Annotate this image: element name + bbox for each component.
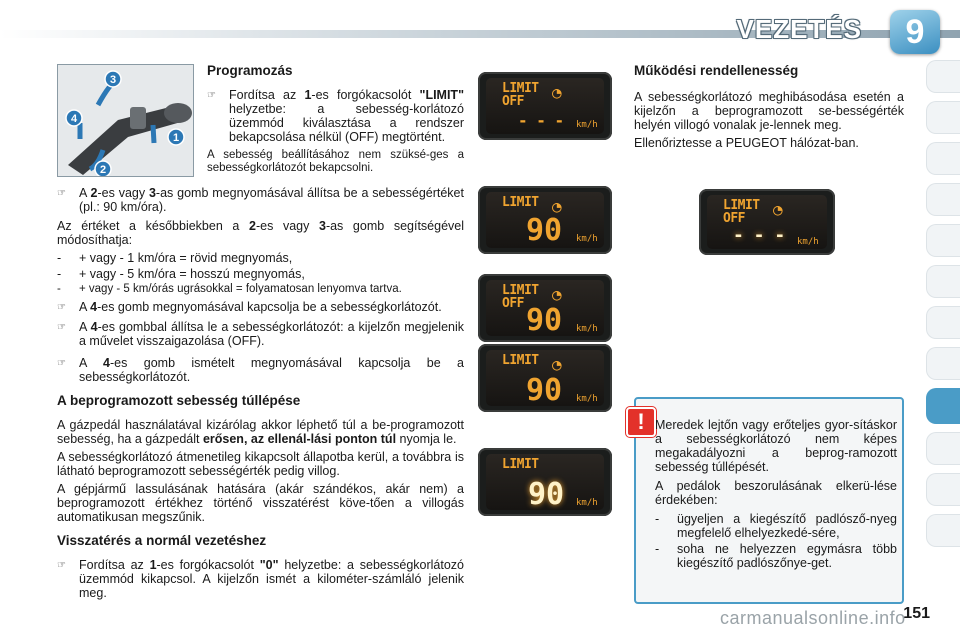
pointer-icon: ☞ [57,302,66,313]
bullet-item [57,356,464,384]
paragraph: A gázpedál használatával kizárólag akkor léphető túl a be-programozott sebesség, ha a gázpedált erősen, az ellenál-lási ponton túl nyomja le. [57,418,464,446]
dash-item: - + vagy - 1 km/óra = rövid megnyomás, [57,251,293,265]
chapter-tab[interactable] [926,60,960,93]
bullet-text: Fordítsa az 1-es forgókacsolót "0" helyzetbe: a sebességkorlátozó üzemmód kikapcsol. A kijelzőn ismét a kilométer-számláló jelenik meg. [79,558,464,600]
display-off-label: OFF [502,94,524,109]
fault-title: Működési rendellenesség [634,63,799,78]
chapter-tabs [926,60,960,630]
paragraph: Ellenőriztesse a PEUGEOT hálózat-ban. [634,136,859,150]
gauge-icon: ◔ [552,285,562,304]
chapter-tab[interactable] [926,473,960,506]
dash-item: - soha ne helyezzen egymásra több kiegészítő padlószőnye-get. [655,542,897,570]
display-fault-flashing-lines [699,189,835,255]
display-unit: km/h [576,394,598,404]
speed-limiter-stalk-illustration [57,64,194,177]
bullet-text: A 4-es gomb ismételt megnyomásával kapcsolja be a sebességkorlátozót. [79,356,464,384]
paragraph: A pedálok beszorulásának elkerü-lése érdekében: [655,479,897,507]
display-unit: km/h [576,120,598,130]
pointer-icon: ☞ [207,90,216,101]
display-limit-label: LIMIT [502,283,539,298]
display-limit-label: LIMIT [723,198,760,213]
chapter-tab[interactable] [926,306,960,339]
note-text: A sebesség beállításához nem szüksé-ges a sebességkorlátozót bekapcsolni. [207,149,464,174]
dash-item: - + vagy - 5 km/óra = hosszú megnyomás, [57,267,305,281]
chapter-tab[interactable] [926,432,960,465]
gauge-icon: ◔ [552,83,562,102]
chapter-tab-active[interactable] [926,388,960,424]
chapter-tab[interactable] [926,224,960,257]
paragraph: Az értéket a későbbiekben a 2-es vagy 3-as gomb segítségével módosíthatja: [57,219,465,247]
display-flashing-dashes: - - - [733,225,785,246]
chapter-tab[interactable] [926,514,960,547]
chapter-tab[interactable] [926,183,960,216]
paragraph: A sebességkorlátozó átmenetileg kikapcsolt állapotba kerül, a továbbra is látható beprogramozott sebességérték pedig villog. [57,450,464,478]
pointer-icon: ☞ [57,560,66,571]
display-off-label: OFF [502,296,524,311]
watermark: carmanualsonline.info [720,608,906,628]
stalk-icon [58,65,194,177]
warning-icon: ! [626,407,656,437]
chapter-tab[interactable] [926,142,960,175]
pointer-icon: ☞ [57,322,66,333]
bullet-text: A 4-es gombbal állítsa le a sebességkorlátozót: a kijelzőn megjelenik a művelet visszaigazolása (OFF). [79,320,464,348]
display-limit-flashing [478,448,612,516]
stalk-label-3: 3 [109,74,117,86]
bullet-text: A 4-es gomb megnyomásával kapcsolja be a sebességkorlátozót. [79,300,442,314]
display-limit-label: LIMIT [502,81,539,96]
display-unit: km/h [576,498,598,508]
display-limit-off-dashes [478,72,612,140]
display-unit: km/h [797,237,819,247]
left-column [57,186,464,605]
paragraph: A sebességkorlátozó meghibásodása esetén a kijelzőn a beprogramozott se-bességérték helyén villogó vonalak je-lennek meg. [634,90,904,132]
return-section-title: Visszatérés a normál vezetéshez [57,533,267,548]
bullet-text: A 2-es vagy 3-as gomb megnyomásával állítsa be a sebességértéket (pl.: 90 km/óra). [79,186,464,214]
chapter-tab[interactable] [926,265,960,298]
page-number: 151 [903,605,930,622]
chapter-tab[interactable] [926,101,960,134]
page-header [0,0,960,55]
dash-item: - + vagy - 5 km/órás ugrásokkal = folyamatosan lenyomva tartva. [57,283,402,295]
chapter-title: VEZETÉS [736,14,862,44]
display-unit: km/h [576,324,598,334]
gauge-icon: ◔ [552,197,562,216]
right-column [634,64,904,154]
display-limit-90 [478,186,612,254]
dash-item: - ügyeljen a kiegészítő padlósző-nyeg megfelelő elhelyezkedé-sére, [655,512,897,540]
display-limit-off-90 [478,274,612,342]
chapter-number-badge: 9 [890,10,940,54]
stalk-label-4: 4 [70,113,78,125]
display-dashes: - - - [518,111,564,130]
programming-section [207,64,464,179]
display-unit: km/h [576,234,598,244]
display-off-label: OFF [723,211,745,226]
display-speed: 90 [526,213,563,248]
display-limit-90-active [478,344,612,412]
display-limit-label: LIMIT [502,195,539,210]
exceed-section-title: A beprogramozott sebesség túllépése [57,393,301,408]
bullet-text: Fordítsa az 1-es forgókacsolót "LIMIT" helyzetbe: a sebesség-korlátozó üzemmód kiválasztása a rendszer bekapcsolása nélkül (OFF) megtörtént. [229,88,464,144]
warning-text [655,418,897,572]
pointer-icon: ☞ [57,188,66,199]
bullet-item [57,320,464,348]
gauge-icon: ◔ [773,200,783,219]
stalk-label-1: 1 [172,132,180,144]
programming-title: Programozás [207,63,293,78]
display-limit-label: LIMIT [502,457,539,472]
gauge-icon: ◔ [552,355,562,374]
chapter-tab[interactable] [926,347,960,380]
display-speed: 90 [526,373,563,408]
bullet-item [207,88,464,144]
display-limit-label: LIMIT [502,353,539,368]
display-speed: 90 [526,303,563,338]
display-speed-flashing: 90 [528,477,565,512]
paragraph: Meredek lejtőn vagy erőteljes gyor-sításkor a sebességkorlátozó nem képes megakadályozni a beprog-ramozott sebesség túllépését. [655,418,897,474]
stalk-label-2: 2 [99,164,107,176]
bullet-item [57,186,464,214]
bullet-item [57,558,464,600]
paragraph: A gépjármű lassulásának hatására (akár szándékos, akár nem) a beprogramozott értékhez történő visszatérést köve-tően a villogás automatikusan megszűnik. [57,482,464,524]
bullet-item [57,300,464,315]
pointer-icon: ☞ [57,358,66,369]
